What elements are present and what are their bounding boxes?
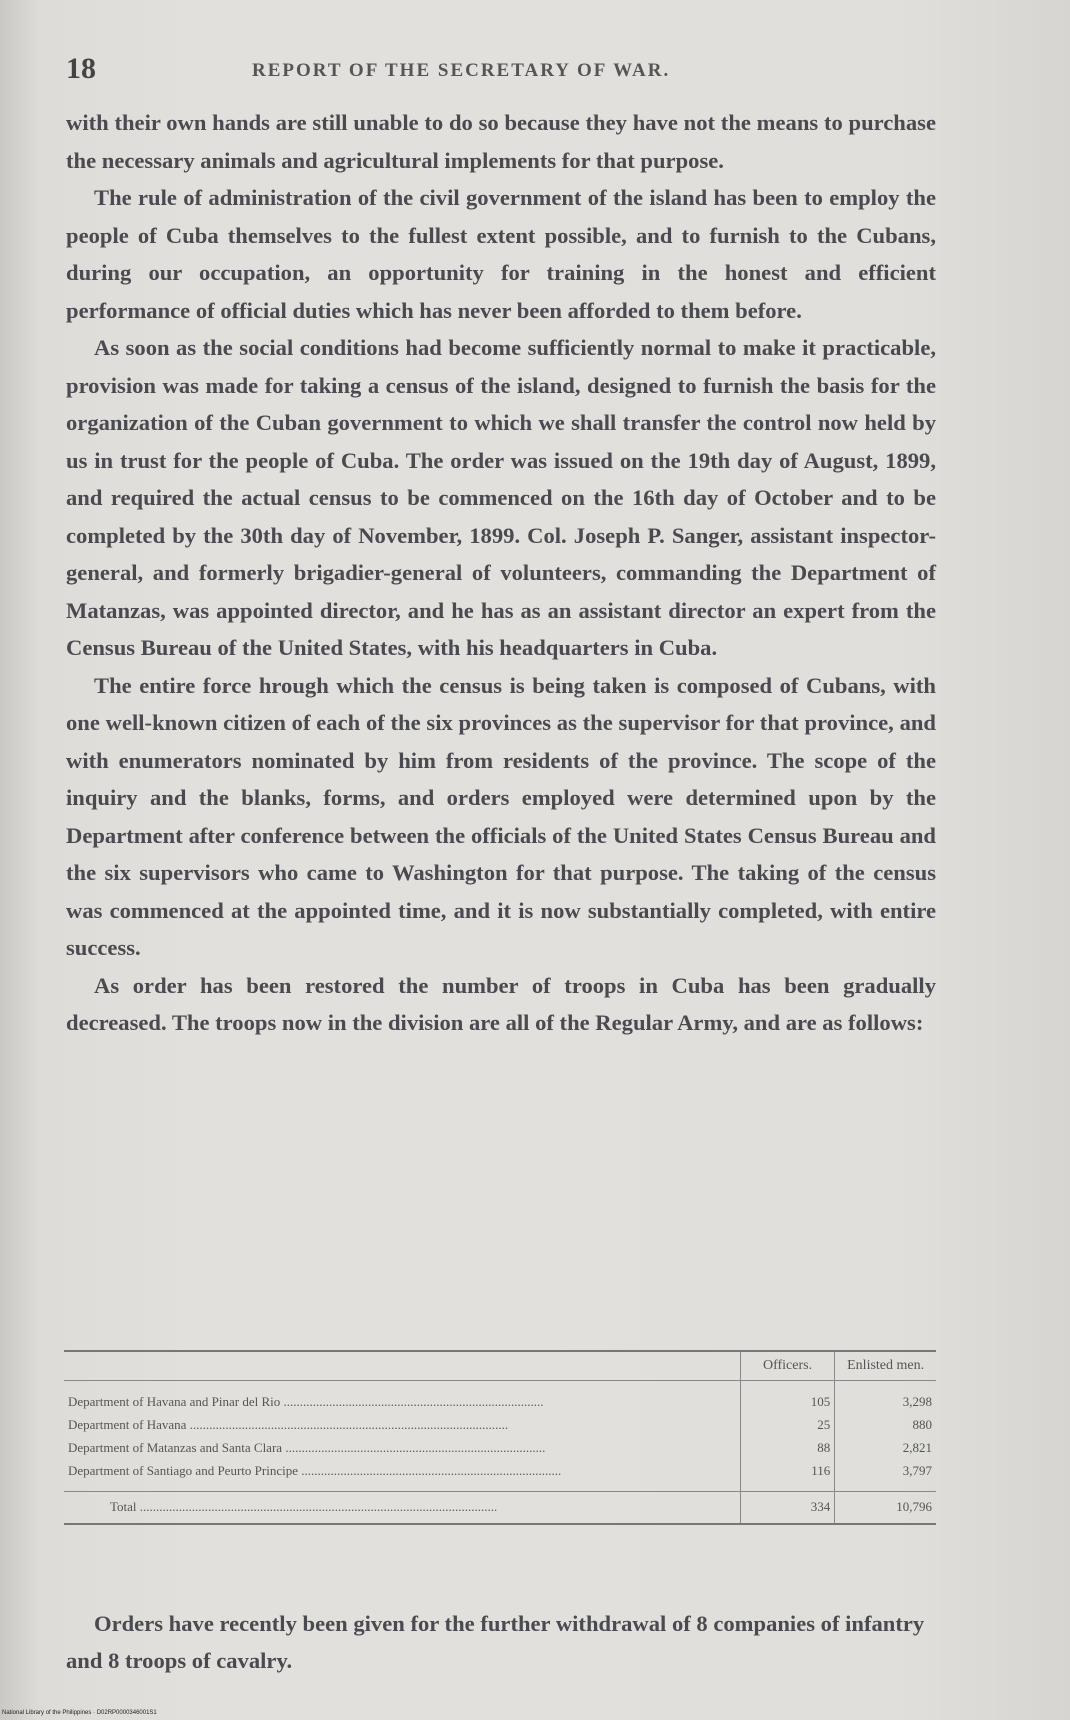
total-officers: 334: [740, 1492, 834, 1525]
header-officers: Officers.: [740, 1351, 834, 1381]
row-enlisted: 2,821: [835, 1436, 936, 1459]
total-enlisted: 10,796: [835, 1492, 936, 1525]
leader-dots: ................................................................................: [297, 1463, 562, 1478]
table-row: [64, 1413, 936, 1436]
leader-dots: ................................................................................: [282, 1440, 546, 1455]
paragraph-4: The entire force hrough which the census is being taken is composed of Cubans, with one well-known citizen of each of the six provinces as the supervisor for that province, and with enumerators nominated by him from residents of the province. The scope of the inquiry and the blanks, forms, and orders employed were determined upon by the Department after conference between the officials of the United States Census Bureau and the six supervisors who came to Washington for that purpose. The taking of the census was commenced at the appointed time, and it is now substantially completed, with entire success.: [66, 672, 936, 960]
table-header-blank: [64, 1351, 740, 1381]
table-total-row: [64, 1492, 936, 1525]
row-officers: 116: [740, 1459, 834, 1492]
row-officers: 88: [740, 1436, 834, 1459]
row-label: Department of Havana and Pinar del Rio: [68, 1394, 281, 1409]
leader-dots: ..................................................................................................: [186, 1417, 509, 1432]
table-row: [64, 1381, 936, 1414]
table-row: [64, 1436, 936, 1459]
row-label: Department of Havana: [68, 1417, 187, 1432]
row-officers: 105: [740, 1381, 834, 1414]
row-label: Department of Santiago and Peurto Principe: [68, 1463, 298, 1478]
row-officers: 25: [740, 1413, 834, 1436]
row-enlisted: 3,797: [835, 1459, 936, 1492]
footer-stamp: National Library of the Philippines · D02RP0000346001S1: [2, 1710, 157, 1716]
total-label: Total: [110, 1499, 137, 1514]
leader-dots: ..............................................................................................................: [136, 1499, 498, 1514]
troops-table: [64, 1350, 936, 1525]
header-enlisted: Enlisted men.: [835, 1351, 936, 1381]
closing-paragraph: Orders have recently been given for the further withdrawal of 8 companies of infantry and 8 troops of cavalry.: [66, 1610, 925, 1674]
table-header-row: [64, 1351, 936, 1381]
paragraph-2: The rule of administration of the civil government of the island has been to employ the people of Cuba themselves to the fullest extent possible, and to furnish to the Cubans, during our occupation, an opportunity for training in the honest and efficient performance of official duties which has never been afforded to them before.: [66, 185, 936, 323]
paragraph-1: with their own hands are still unable to do so because they have not the means to purchase the necessary animals and agricultural implements for that purpose.: [66, 110, 936, 173]
page-header: [66, 52, 946, 92]
paragraph-5: As order has been restored the number of troops in Cuba has been gradually decreased. The troops now in the division are all of the Regular Army, and are as follows:: [66, 972, 936, 1035]
page-number: 18: [66, 52, 96, 85]
leader-dots: ................................................................................: [280, 1394, 544, 1409]
row-enlisted: 3,298: [835, 1381, 936, 1414]
running-head: REPORT OF THE SECRETARY OF WAR.: [252, 60, 671, 81]
table-row: [64, 1459, 936, 1492]
row-enlisted: 880: [835, 1413, 936, 1436]
body-text: [66, 104, 936, 1042]
paragraph-3: As soon as the social conditions had become sufficiently normal to make it practicable, provision was made for taking a census of the island, designed to furnish the basis for the organization of the Cuban government to which we shall transfer the control now held by us in trust for the people of Cuba. The order was issued on the 19th day of August, 1899, and required the actual census to be commenced on the 16th day of October and to be completed by the 30th day of November, 1899. Col. Joseph P. Sanger, assistant inspector-general, and formerly brigadier-general of volunteers, commanding the Department of Matanzas, was appointed director, and he has as an assistant director an expert from the Census Bureau of the United States, with his headquarters in Cuba.: [66, 335, 936, 660]
row-label: Department of Matanzas and Santa Clara: [68, 1440, 283, 1455]
